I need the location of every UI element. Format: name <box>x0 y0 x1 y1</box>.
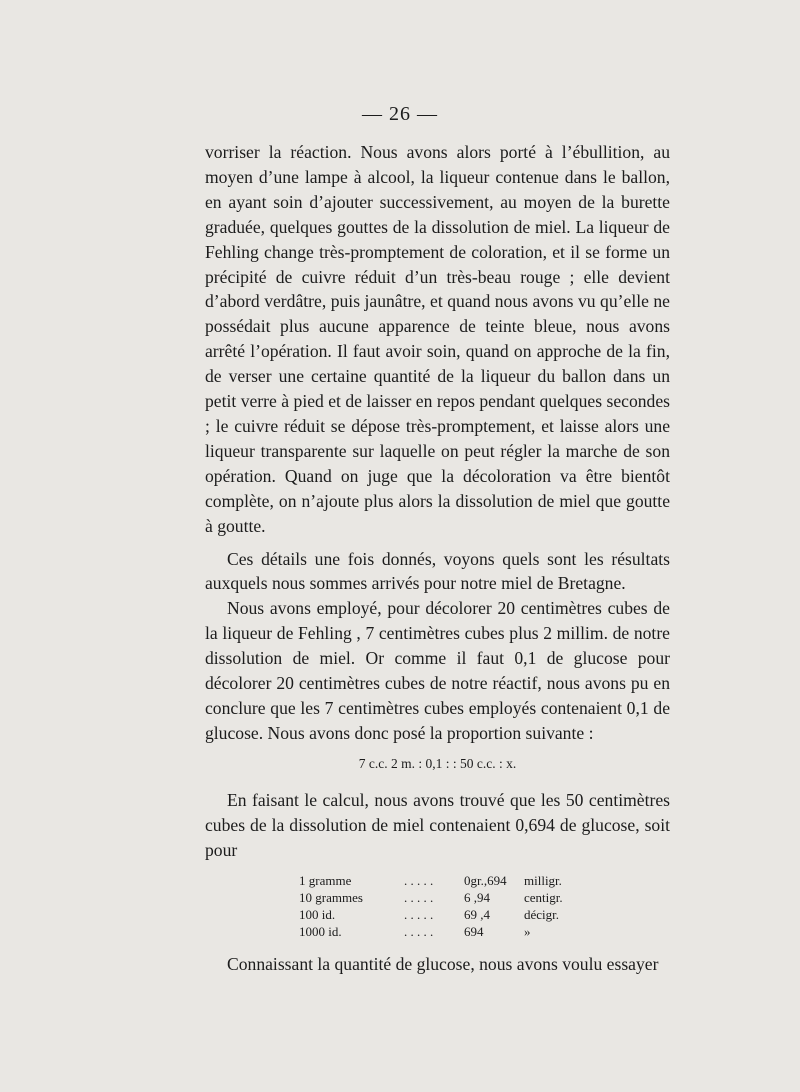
table-cell-value: 694 <box>464 924 484 940</box>
table-cell-dots: . . . . . <box>404 873 434 889</box>
glucose-table <box>299 872 644 940</box>
table-row <box>299 906 644 923</box>
paragraph-5: Connaissant la quantité de glucose, nous avons voulu essayer <box>227 954 659 975</box>
table-cell-value: 6 ,94 <box>464 890 490 906</box>
table-cell-unit: décigr. <box>524 907 560 923</box>
paragraph-1: vorriser la réaction. Nous avons alors porté à l’ébullition, au moyen d’une lampe à alcool, la liqueur contenue dans le ballon, en ayant soin d’ajouter successivement, au moyen de la burette graduée, quelques gouttes de la dissolution de miel. La liqueur de Fehling change très-promptement de coloration, et il se forme un précipité de cuivre réduit d’un très-beau rouge ; elle devient d’abord verdâtre, puis jaunâtre, et quand nous avons vu qu’elle ne possédait plus aucune apparence de teinte bleue, nous avons arrêté l’opération. Il faut avoir soin, quand on approche de la fin, de verser une certaine quantité de la liqueur du ballon dans un petit verre à pied et de laisser en repos pendant quelques secondes ; le cuivre réduit se dépose très-promptement, et laisse alors une liqueur transparente sur laquelle on peut régler la marche de son opération. Quand on juge que la décoloration va être bientôt complète, on n’ajoute plus alors la dissolution de miel que goutte à goutte. <box>205 142 670 536</box>
table-cell-quantity: 100 id. <box>299 907 336 923</box>
table-cell-dots: . . . . . <box>404 890 434 906</box>
table-cell-unit: milligr. <box>524 873 562 889</box>
body-text <box>205 140 670 977</box>
table-row <box>299 889 644 906</box>
paragraph-3: Nous avons employé, pour décolorer 20 centimètres cubes de la liqueur de Fehling , 7 centimètres cubes plus 2 millim. de notre dissolution de miel. Or comme il faut 0,1 de glucose pour décolorer 20 centimètres cubes de notre réactif, nous avons pu en conclure que les 7 centimètres cubes employés contenaient 0,1 de glucose. Nous avons donc posé la proportion suivante : <box>205 598 670 743</box>
table-cell-quantity: 1000 id. <box>299 924 342 940</box>
proportion-formula: 7 c.c. 2 m. : 0,1 : : 50 c.c. : x. <box>358 755 517 771</box>
table-cell-unit: centigr. <box>524 890 563 906</box>
table-cell-unit: » <box>524 924 531 940</box>
table-cell-value: 0gr.,694 <box>464 873 507 889</box>
table-cell-dots: . . . . . <box>404 907 434 923</box>
table-cell-quantity: 10 grammes <box>299 890 363 906</box>
table-row <box>299 872 644 889</box>
table-cell-dots: . . . . . <box>404 924 434 940</box>
paragraph-4: En faisant le calcul, nous avons trouvé que les 50 centimètres cubes de la dissolution de miel contenaient 0,694 de glucose, soit pour <box>205 789 670 860</box>
page-number: — 26 — <box>362 103 438 125</box>
table-row <box>299 923 644 940</box>
table-cell-quantity: 1 gramme <box>299 873 352 889</box>
paragraph-2: Ces détails une fois donnés, voyons quels sont les résultats auxquels nous sommes arrivés pour notre miel de Bretagne. <box>205 548 670 594</box>
table-cell-value: 69 ,4 <box>464 907 490 923</box>
